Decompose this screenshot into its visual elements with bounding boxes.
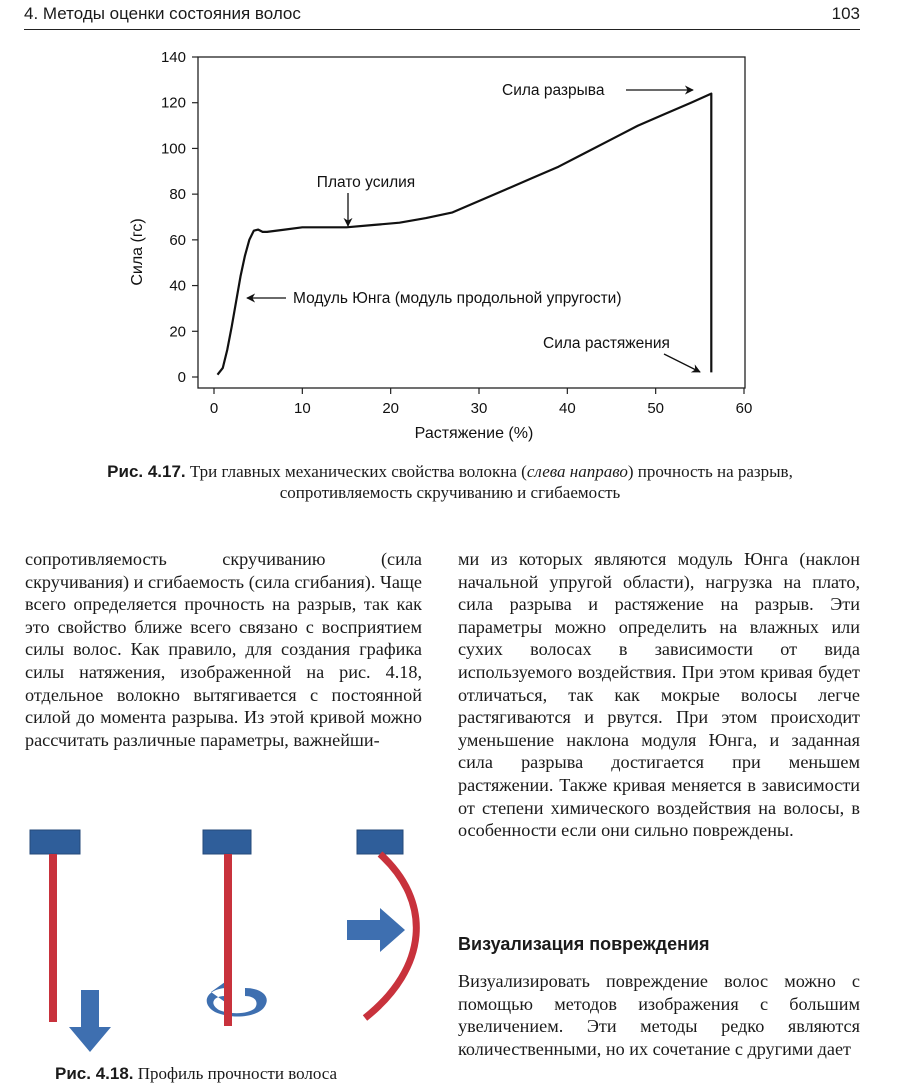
- right-column: [458, 548, 860, 842]
- caption-line-2: сопротивляемость скручиванию и сгибаемость: [279, 483, 621, 502]
- section-heading: Визуализация повреждения: [458, 934, 710, 954]
- paragraph: ми из которых являются модуль Юнга (наклон начальной упругой области), нагрузка на плато, сила разрыва и растяжение на разрыв. Эти параметры можно определить на влажных или сухих волосах в зависимости от вида используемого воздействия. При этом кривая будет отличаться, так как мокрые волосы легче растягиваются и рвутся. При этом происходит уменьшение наклона модуля Юнга, и заданная сила разрыва достигается при меньшем растяжении. Также кривая меняется в зависимости от степени химического воздействия на волосы, в особенности если они сильно повреждены.: [458, 549, 860, 841]
- figure-caption-4-17: [40, 461, 860, 503]
- running-head: [24, 4, 860, 30]
- x-axis: [210, 388, 753, 417]
- clamp-icon: [30, 830, 80, 854]
- x-tick-label: 50: [647, 400, 665, 417]
- left-column: [25, 548, 422, 751]
- caption-text: Профиль прочности волоса: [133, 1064, 338, 1083]
- x-tick-label: 60: [735, 400, 753, 417]
- y-tick-label: 20: [169, 323, 186, 341]
- figure-label: Рис. 4.18.: [55, 1064, 134, 1083]
- header-rule: [24, 29, 860, 30]
- y-axis-label: Сила (гс): [129, 218, 146, 286]
- fiber-straight: [49, 854, 57, 1022]
- series-line: [218, 94, 712, 375]
- hair-strength-diagram: [25, 820, 425, 1058]
- y-tick-label: 0: [177, 369, 186, 386]
- annotation-rupture-force: Сила разрыва: [502, 82, 605, 99]
- arrow-down-icon: [69, 990, 111, 1052]
- y-tick-label: 80: [169, 186, 186, 204]
- paragraph: сопротивляемость скручиванию (сила скручивания) и сгибаемость (сила сгибания). Чаще всего определяется прочность на разрыв, так как это свойство ближе всего связано с восприятием силы волос. Как правило, для создания графика силы натяжения, изображенной на рис. 4.18, отдельное волокно вытягивается с постоянной силой до момента разрыва. Из этой кривой можно рассчитать различные параметры, важнейши-: [25, 549, 422, 750]
- rotation-arrow-icon: [207, 982, 267, 1017]
- caption-text: Три главных механических свойства волокна (: [185, 462, 527, 481]
- figure-label: Рис. 4.17.: [107, 462, 186, 481]
- caption-text-end: ) прочность на разрыв,: [627, 462, 793, 481]
- clamp-icon: [203, 830, 251, 854]
- caption-italic: слева направо: [526, 462, 628, 481]
- x-tick-label: 30: [470, 400, 488, 417]
- fiber-straight: [224, 854, 232, 1026]
- y-tick-label: 120: [160, 94, 186, 112]
- figure-caption-4-18: [55, 1064, 415, 1084]
- y-tick-label: 140: [160, 49, 186, 66]
- paragraph: Визуализировать повреждение волос можно с помощью методов изображения с большим увеличением. Эти методы редко являются количественными, но их сочетание с другими дает: [458, 971, 860, 1059]
- clamp-icon: [357, 830, 403, 854]
- x-tick-label: 0: [209, 400, 219, 417]
- y-axis: [161, 49, 198, 386]
- annotation-tensile-strength: Сила растяжения: [543, 335, 670, 352]
- arrow-tensile-strength: [664, 354, 700, 372]
- arrow-right-icon: [347, 908, 405, 952]
- x-tick-label: 40: [558, 400, 576, 417]
- y-tick-label: 60: [169, 231, 186, 249]
- right-column-continued: [458, 970, 860, 1060]
- tensile-chart: [0, 32, 900, 452]
- y-tick-label: 40: [169, 277, 186, 295]
- x-axis-label: Растяжение (%): [414, 425, 534, 442]
- x-tick-label: 20: [382, 400, 400, 417]
- page-number: 103: [831, 4, 860, 23]
- annotation-plateau: Плато усилия: [316, 174, 416, 191]
- y-tick-label: 100: [160, 140, 186, 158]
- section-title: 4. Методы оценки состояния волос: [24, 4, 301, 23]
- annotation-young-modulus: Модуль Юнга (модуль продольной упругости): [293, 290, 622, 307]
- x-tick-label: 10: [293, 400, 311, 417]
